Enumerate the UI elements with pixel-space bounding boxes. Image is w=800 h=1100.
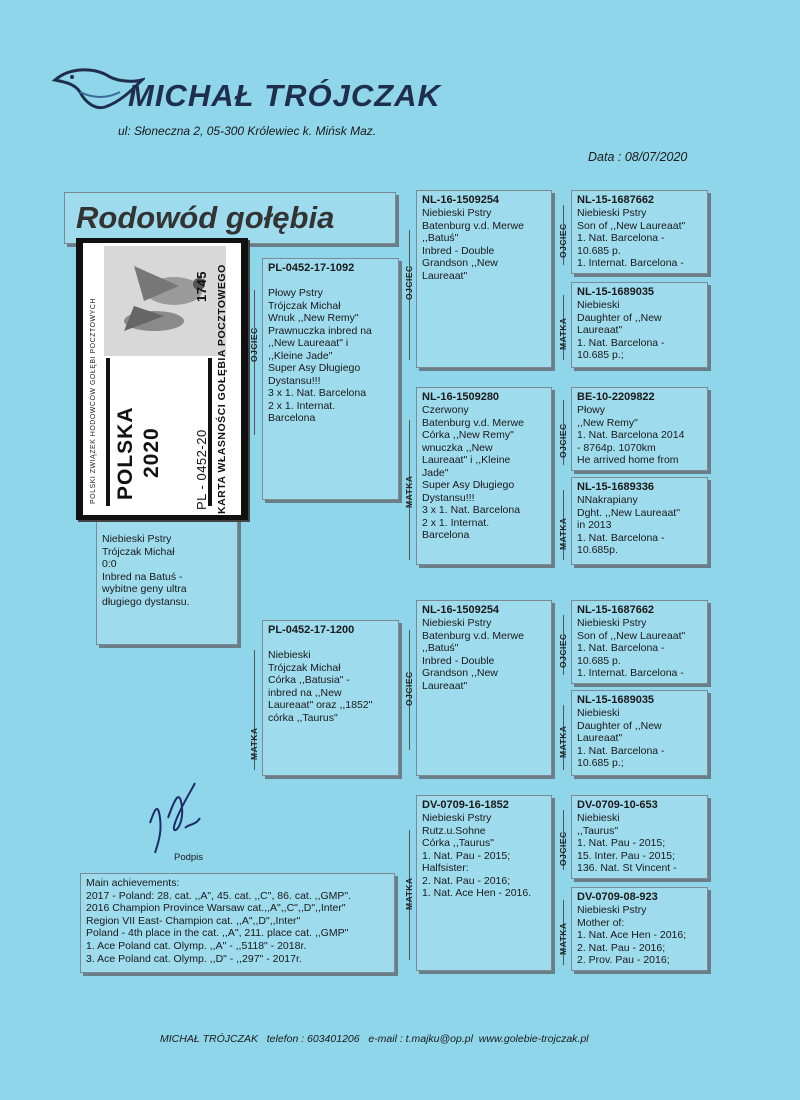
card-ring: PL - 0452-20 bbox=[194, 429, 209, 510]
grandparent-3-ring: NL-16-1509254 bbox=[422, 604, 500, 616]
great-grandparent-1-details: Niebieski Pstry Son of ,,New Laureaat" 1. Nat. Barcelona - 10.685 p. 1. Internat. Barcelona - bbox=[577, 207, 686, 269]
label-matka-2: MATKA bbox=[404, 475, 414, 508]
great-grandparent-box-6 bbox=[571, 690, 708, 776]
grandparent-box-4 bbox=[416, 795, 552, 971]
ownership-card bbox=[76, 238, 248, 520]
great-grandparent-7-ring: DV-0709-10-653 bbox=[577, 799, 658, 811]
label-matka-gg8: MATKA bbox=[558, 922, 568, 955]
signature bbox=[140, 778, 210, 858]
parent-box-father bbox=[262, 258, 399, 500]
grandparent-4-details: Niebieski Pstry Rutz.u.Sohne Córka ,,Taurus" 1. Nat. Pau - 2015; Halfsister: 2. Nat. Pau - 2016; 1. Nat. Ace Hen - 2016. bbox=[422, 812, 532, 899]
handwritten-signature-icon bbox=[140, 778, 210, 858]
label-matka-gg2: MATKA bbox=[558, 317, 568, 350]
pedigree-date: Data : 08/07/2020 bbox=[588, 150, 688, 164]
great-grandparent-3-ring: BE-10-2209822 bbox=[577, 391, 655, 403]
label-ojciec: OJCIEC bbox=[249, 327, 259, 362]
achievements-box bbox=[80, 873, 395, 973]
label-ojciec-2: OJCIEC bbox=[404, 265, 414, 300]
great-grandparent-4-ring: NL-15-1689336 bbox=[577, 481, 655, 493]
label-matka: MATKA bbox=[249, 727, 259, 760]
grandparent-4-ring: DV-0709-16-1852 bbox=[422, 799, 509, 811]
great-grandparent-box-8 bbox=[571, 887, 708, 971]
breeder-name: MICHAŁ TRÓJCZAK bbox=[128, 78, 441, 113]
label-ojciec-3: OJCIEC bbox=[404, 671, 414, 706]
page-title: Rodowód gołębia bbox=[76, 200, 335, 235]
parent-mother-ring: PL-0452-17-1200 bbox=[268, 624, 355, 636]
main-pigeon-details: Niebieski Pstry Trójczak Michał 0:0 Inbred na Batuś - wybitne geny ultra długiego dystansu. bbox=[102, 533, 190, 608]
card-association: POLSKI ZWIĄZEK HODOWCÓW GOŁĘBI POCZTOWYCH bbox=[90, 298, 97, 504]
great-grandparent-box-1 bbox=[571, 190, 708, 274]
grandparent-2-details: Czerwony Batenburg v.d. Merwe Córka ,,New Remy" wnuczka ,,New Laureaat" i ,,Kleine Jade" Super Asy Długiego Dystansu!!! 3 x 1. Nat. Barcelona 2 x 1. Internat. Barcelona bbox=[422, 404, 524, 541]
label-matka-3: MATKA bbox=[404, 877, 414, 910]
great-grandparent-6-details: Niebieski Daughter of ,,New Laureaat" 1. Nat. Barcelona - 10.685 p.; bbox=[577, 707, 665, 769]
footer-contact: MICHAŁ TRÓJCZAK telefon : 603401206 e-mail : t.majku@op.pl www.golebie-trojczak.pl bbox=[160, 1033, 589, 1045]
great-grandparent-3-details: Płowy ,,New Remy" 1. Nat. Barcelona 2014 - 8764p. 1070km He arrived home from bbox=[577, 404, 685, 466]
great-grandparent-7-details: Niebieski ,,Taurus" 1. Nat. Pau - 2015; 15. Inter. Pau - 2015; 136. Nat. St Vincent - bbox=[577, 812, 677, 874]
achievements-text: Main achievements: 2017 - Poland: 28. cat. ,,A", 45. cat. ,,C", 86. cat. ,,GMP". 2016 Champion Province Warsaw cat.,,A",,C",,D",,Inter" Region VII East- Champion cat. ,,A",,D",,Inter" Poland - 4th place in the cat. ,,A", 211. place cat. ,,GMP" 1. Ace Poland cat. Olymp. ,,A" - ,,5118" - 2018r. 3. Ace Poland cat. Olymp. ,,D" - ,,297" - 2017r. bbox=[86, 877, 352, 965]
parent-box-mother bbox=[262, 620, 399, 776]
parent-mother-details: Niebieski Trójczak Michał Córka ,,Batusia" - inbred na ,,New Laureaat" oraz ,,1852" córka ,,Taurus" bbox=[268, 649, 373, 724]
grandparent-box-3 bbox=[416, 600, 552, 776]
grandparent-box-1 bbox=[416, 190, 552, 368]
card-year: 2020 bbox=[140, 427, 163, 478]
grandparent-box-2 bbox=[416, 387, 552, 565]
great-grandparent-box-7 bbox=[571, 795, 708, 879]
label-ojciec-gg1: OJCIEC bbox=[558, 223, 568, 258]
label-ojciec-gg5: OJCIEC bbox=[558, 633, 568, 668]
grandparent-3-details: Niebieski Pstry Batenburg v.d. Merwe ,,Batuś" Inbred - Double Grandson ,,New Laureaat" bbox=[422, 617, 524, 692]
signature-label: Podpis bbox=[174, 852, 204, 863]
great-grandparent-1-ring: NL-15-1687662 bbox=[577, 194, 655, 206]
card-country: POLSKA bbox=[114, 406, 137, 500]
great-grandparent-8-details: Niebieski Pstry Mother of: 1. Nat. Ace Hen - 2016; 2. Nat. Pau - 2016; 2. Prov. Pau - 2016; bbox=[577, 904, 687, 966]
great-grandparent-box-4 bbox=[571, 477, 708, 565]
grandparent-1-ring: NL-16-1509254 bbox=[422, 194, 500, 206]
great-grandparent-5-details: Niebieski Pstry Son of ,,New Laureaat" 1. Nat. Barcelona - 10.685 p. 1. Internat. Barcelona - bbox=[577, 617, 686, 679]
label-matka-gg4: MATKA bbox=[558, 517, 568, 550]
great-grandparent-6-ring: NL-15-1689035 bbox=[577, 694, 655, 706]
logo bbox=[50, 62, 140, 117]
great-grandparent-8-ring: DV-0709-08-923 bbox=[577, 891, 658, 903]
label-ojciec-gg7: OJCIEC bbox=[558, 831, 568, 866]
great-grandparent-5-ring: NL-15-1687662 bbox=[577, 604, 655, 616]
parent-father-ring: PL-0452-17-1092 bbox=[268, 262, 355, 274]
great-grandparent-box-3 bbox=[571, 387, 708, 471]
parent-father-details: Płowy Pstry Trójczak Michał Wnuk ,,New Remy" Prawnuczka inbred na ,,New Laureaat" i ,,Kleine Jade" Super Asy Długiego Dystansu!!! 3 x 1. Nat. Barcelona 2 x 1. Internat. Barcelona bbox=[268, 287, 372, 424]
label-matka-gg6: MATKA bbox=[558, 725, 568, 758]
grandparent-2-ring: NL-16-1509280 bbox=[422, 391, 500, 403]
card-number: 1745 bbox=[194, 271, 209, 302]
card-title: KARTA WŁASNOŚCI GOŁĘBIA POCZTOWEGO bbox=[216, 264, 228, 514]
great-grandparent-box-2 bbox=[571, 282, 708, 368]
great-grandparent-2-details: Niebieski Daughter of ,,New Laureaat" 1. Nat. Barcelona - 10.685 p.; bbox=[577, 299, 665, 361]
great-grandparent-4-details: NNakrapiany Dght. ,,New Laureaat" in 2013 1. Nat. Barcelona - 10.685p. bbox=[577, 494, 680, 556]
great-grandparent-box-5 bbox=[571, 600, 708, 684]
grandparent-1-details: Niebieski Pstry Batenburg v.d. Merwe ,,Batuś" Inbred - Double Grandson ,,New Laureaat" bbox=[422, 207, 524, 282]
breeder-address: ul: Słoneczna 2, 05-300 Królewiec k. Mińsk Maz. bbox=[118, 124, 377, 138]
label-ojciec-gg3: OJCIEC bbox=[558, 423, 568, 458]
great-grandparent-2-ring: NL-15-1689035 bbox=[577, 286, 655, 298]
